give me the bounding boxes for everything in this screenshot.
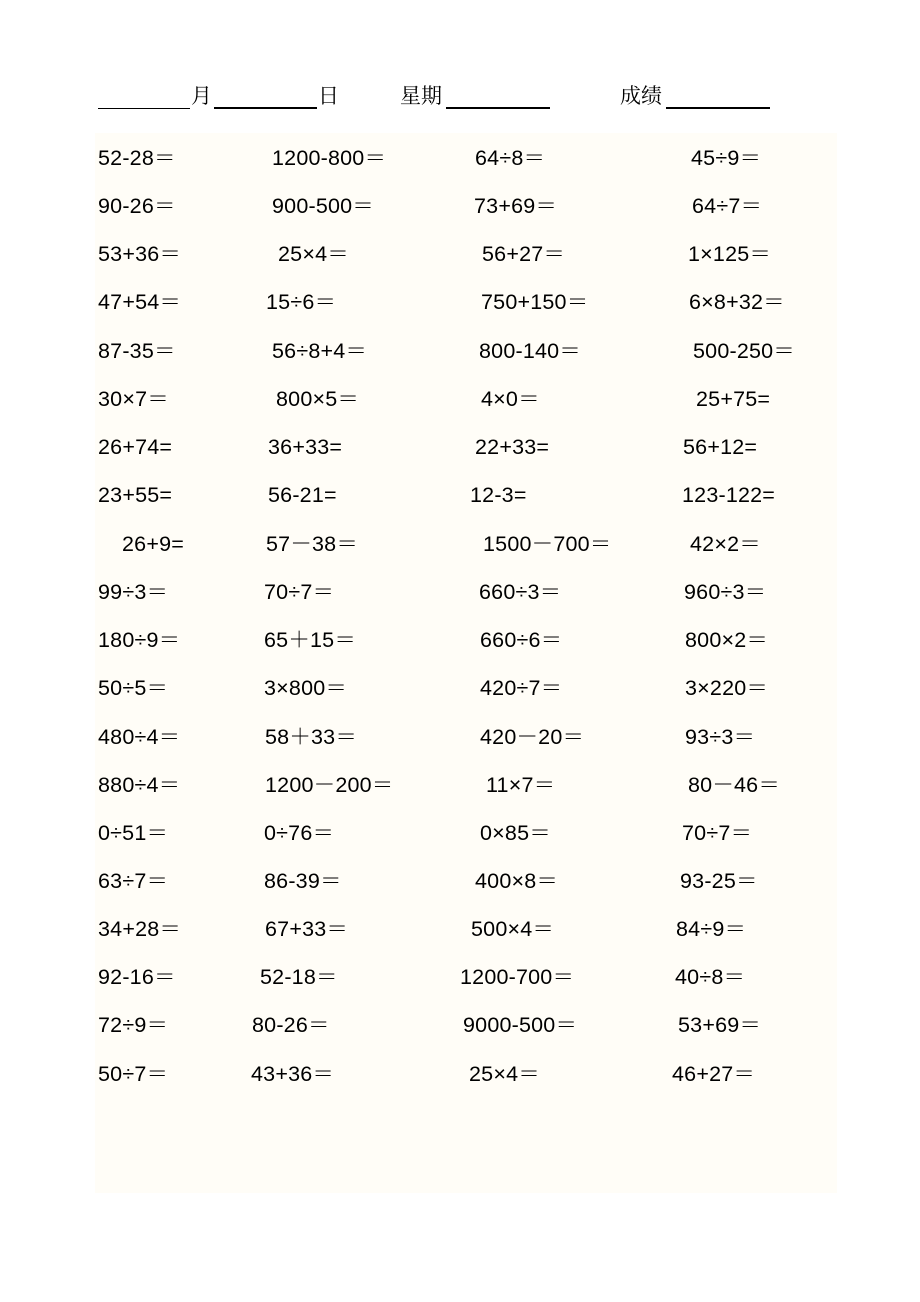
problem: 960÷3＝ <box>684 580 767 604</box>
problem: 1200-700＝ <box>460 965 575 989</box>
problem: 56+12= <box>683 435 758 459</box>
problem: 46+27＝ <box>672 1062 756 1086</box>
problem: 0÷76＝ <box>264 821 335 845</box>
problem: 660÷6＝ <box>480 628 563 652</box>
problem: 63÷7＝ <box>98 869 169 893</box>
problem: 123-122= <box>682 483 776 507</box>
problem: 93÷3＝ <box>685 725 756 749</box>
problem: 52-28＝ <box>98 146 176 170</box>
problem: 1×125＝ <box>688 242 772 266</box>
problem: 750+150＝ <box>481 290 589 314</box>
problem: 26+9= <box>122 532 184 556</box>
problem: 64÷8＝ <box>475 146 546 170</box>
problem: 40÷8＝ <box>675 965 746 989</box>
problem: 500-250＝ <box>693 339 796 363</box>
problem: 1200－200＝ <box>265 773 394 797</box>
problem: 900-500＝ <box>272 194 375 218</box>
problem: 86-39＝ <box>264 869 342 893</box>
problem: 30×7＝ <box>98 387 169 411</box>
problem: 53+69＝ <box>678 1013 762 1037</box>
problem: 12-3= <box>470 483 527 507</box>
problem: 99÷3＝ <box>98 580 169 604</box>
worksheet-header <box>0 82 920 114</box>
problem: 180÷9＝ <box>98 628 181 652</box>
problem: 53+36＝ <box>98 242 182 266</box>
problem: 660÷3＝ <box>479 580 562 604</box>
problem: 56÷8+4＝ <box>272 339 368 363</box>
problem: 500×4＝ <box>471 917 555 941</box>
problem: 420÷7＝ <box>480 676 563 700</box>
problem: 47+54＝ <box>98 290 182 314</box>
problem: 25×4＝ <box>278 242 349 266</box>
problem: 57－38＝ <box>266 532 359 556</box>
problem: 50÷7＝ <box>98 1062 169 1086</box>
problem: 67+33＝ <box>265 917 349 941</box>
problem: 0×85＝ <box>480 821 551 845</box>
problem: 50÷5＝ <box>98 676 169 700</box>
problem: 0÷51＝ <box>98 821 169 845</box>
problem: 800-140＝ <box>479 339 582 363</box>
problem: 11×7＝ <box>486 773 556 797</box>
problem: 25+75= <box>696 387 771 411</box>
problem: 70÷7＝ <box>264 580 335 604</box>
weekday-label: 星期 <box>400 85 442 108</box>
problem: 15÷6＝ <box>266 290 337 314</box>
score-label: 成绩 <box>620 85 662 108</box>
problem: 34+28＝ <box>98 917 182 941</box>
problem: 23+55= <box>98 483 173 507</box>
problem: 26+74= <box>98 435 173 459</box>
problem: 80－46＝ <box>688 773 781 797</box>
problem: 3×220＝ <box>685 676 769 700</box>
problem: 43+36＝ <box>251 1062 335 1086</box>
problem: 36+33= <box>268 435 343 459</box>
problem: 56+27＝ <box>482 242 566 266</box>
problem: 6×8+32＝ <box>689 290 785 314</box>
problem: 22+33= <box>475 435 550 459</box>
problem: 4×0＝ <box>481 387 540 411</box>
problem: 45÷9＝ <box>691 146 762 170</box>
problem: 52-18＝ <box>260 965 338 989</box>
problem: 56-21= <box>268 483 337 507</box>
day-blank[interactable] <box>214 107 317 109</box>
problem: 400×8＝ <box>475 869 559 893</box>
month-label: 月 <box>191 85 212 108</box>
problem: 84÷9＝ <box>676 917 747 941</box>
problem: 1500－700＝ <box>483 532 612 556</box>
problem: 800×2＝ <box>685 628 769 652</box>
problem: 93-25＝ <box>680 869 758 893</box>
score-blank[interactable] <box>666 107 770 109</box>
problem: 72÷9＝ <box>98 1013 169 1037</box>
problem: 73+69＝ <box>474 194 558 218</box>
problem: 70÷7＝ <box>682 821 753 845</box>
problem: 480÷4＝ <box>98 725 181 749</box>
problem: 800×5＝ <box>276 387 360 411</box>
problem: 80-26＝ <box>252 1013 330 1037</box>
problem: 58＋33＝ <box>265 725 358 749</box>
problem: 65＋15＝ <box>264 628 357 652</box>
problem: 42×2＝ <box>690 532 761 556</box>
problem: 880÷4＝ <box>98 773 181 797</box>
problem: 64÷7＝ <box>692 194 763 218</box>
problem: 3×800＝ <box>264 676 348 700</box>
day-label: 日 <box>318 85 339 108</box>
problem: 90-26＝ <box>98 194 176 218</box>
problem: 9000-500＝ <box>463 1013 578 1037</box>
problem: 420－20＝ <box>480 725 585 749</box>
problem: 87-35＝ <box>98 339 176 363</box>
problem: 92-16＝ <box>98 965 176 989</box>
weekday-blank[interactable] <box>446 107 550 109</box>
problem: 1200-800＝ <box>272 146 387 170</box>
problem: 25×4＝ <box>469 1062 540 1086</box>
month-blank[interactable] <box>98 108 190 109</box>
